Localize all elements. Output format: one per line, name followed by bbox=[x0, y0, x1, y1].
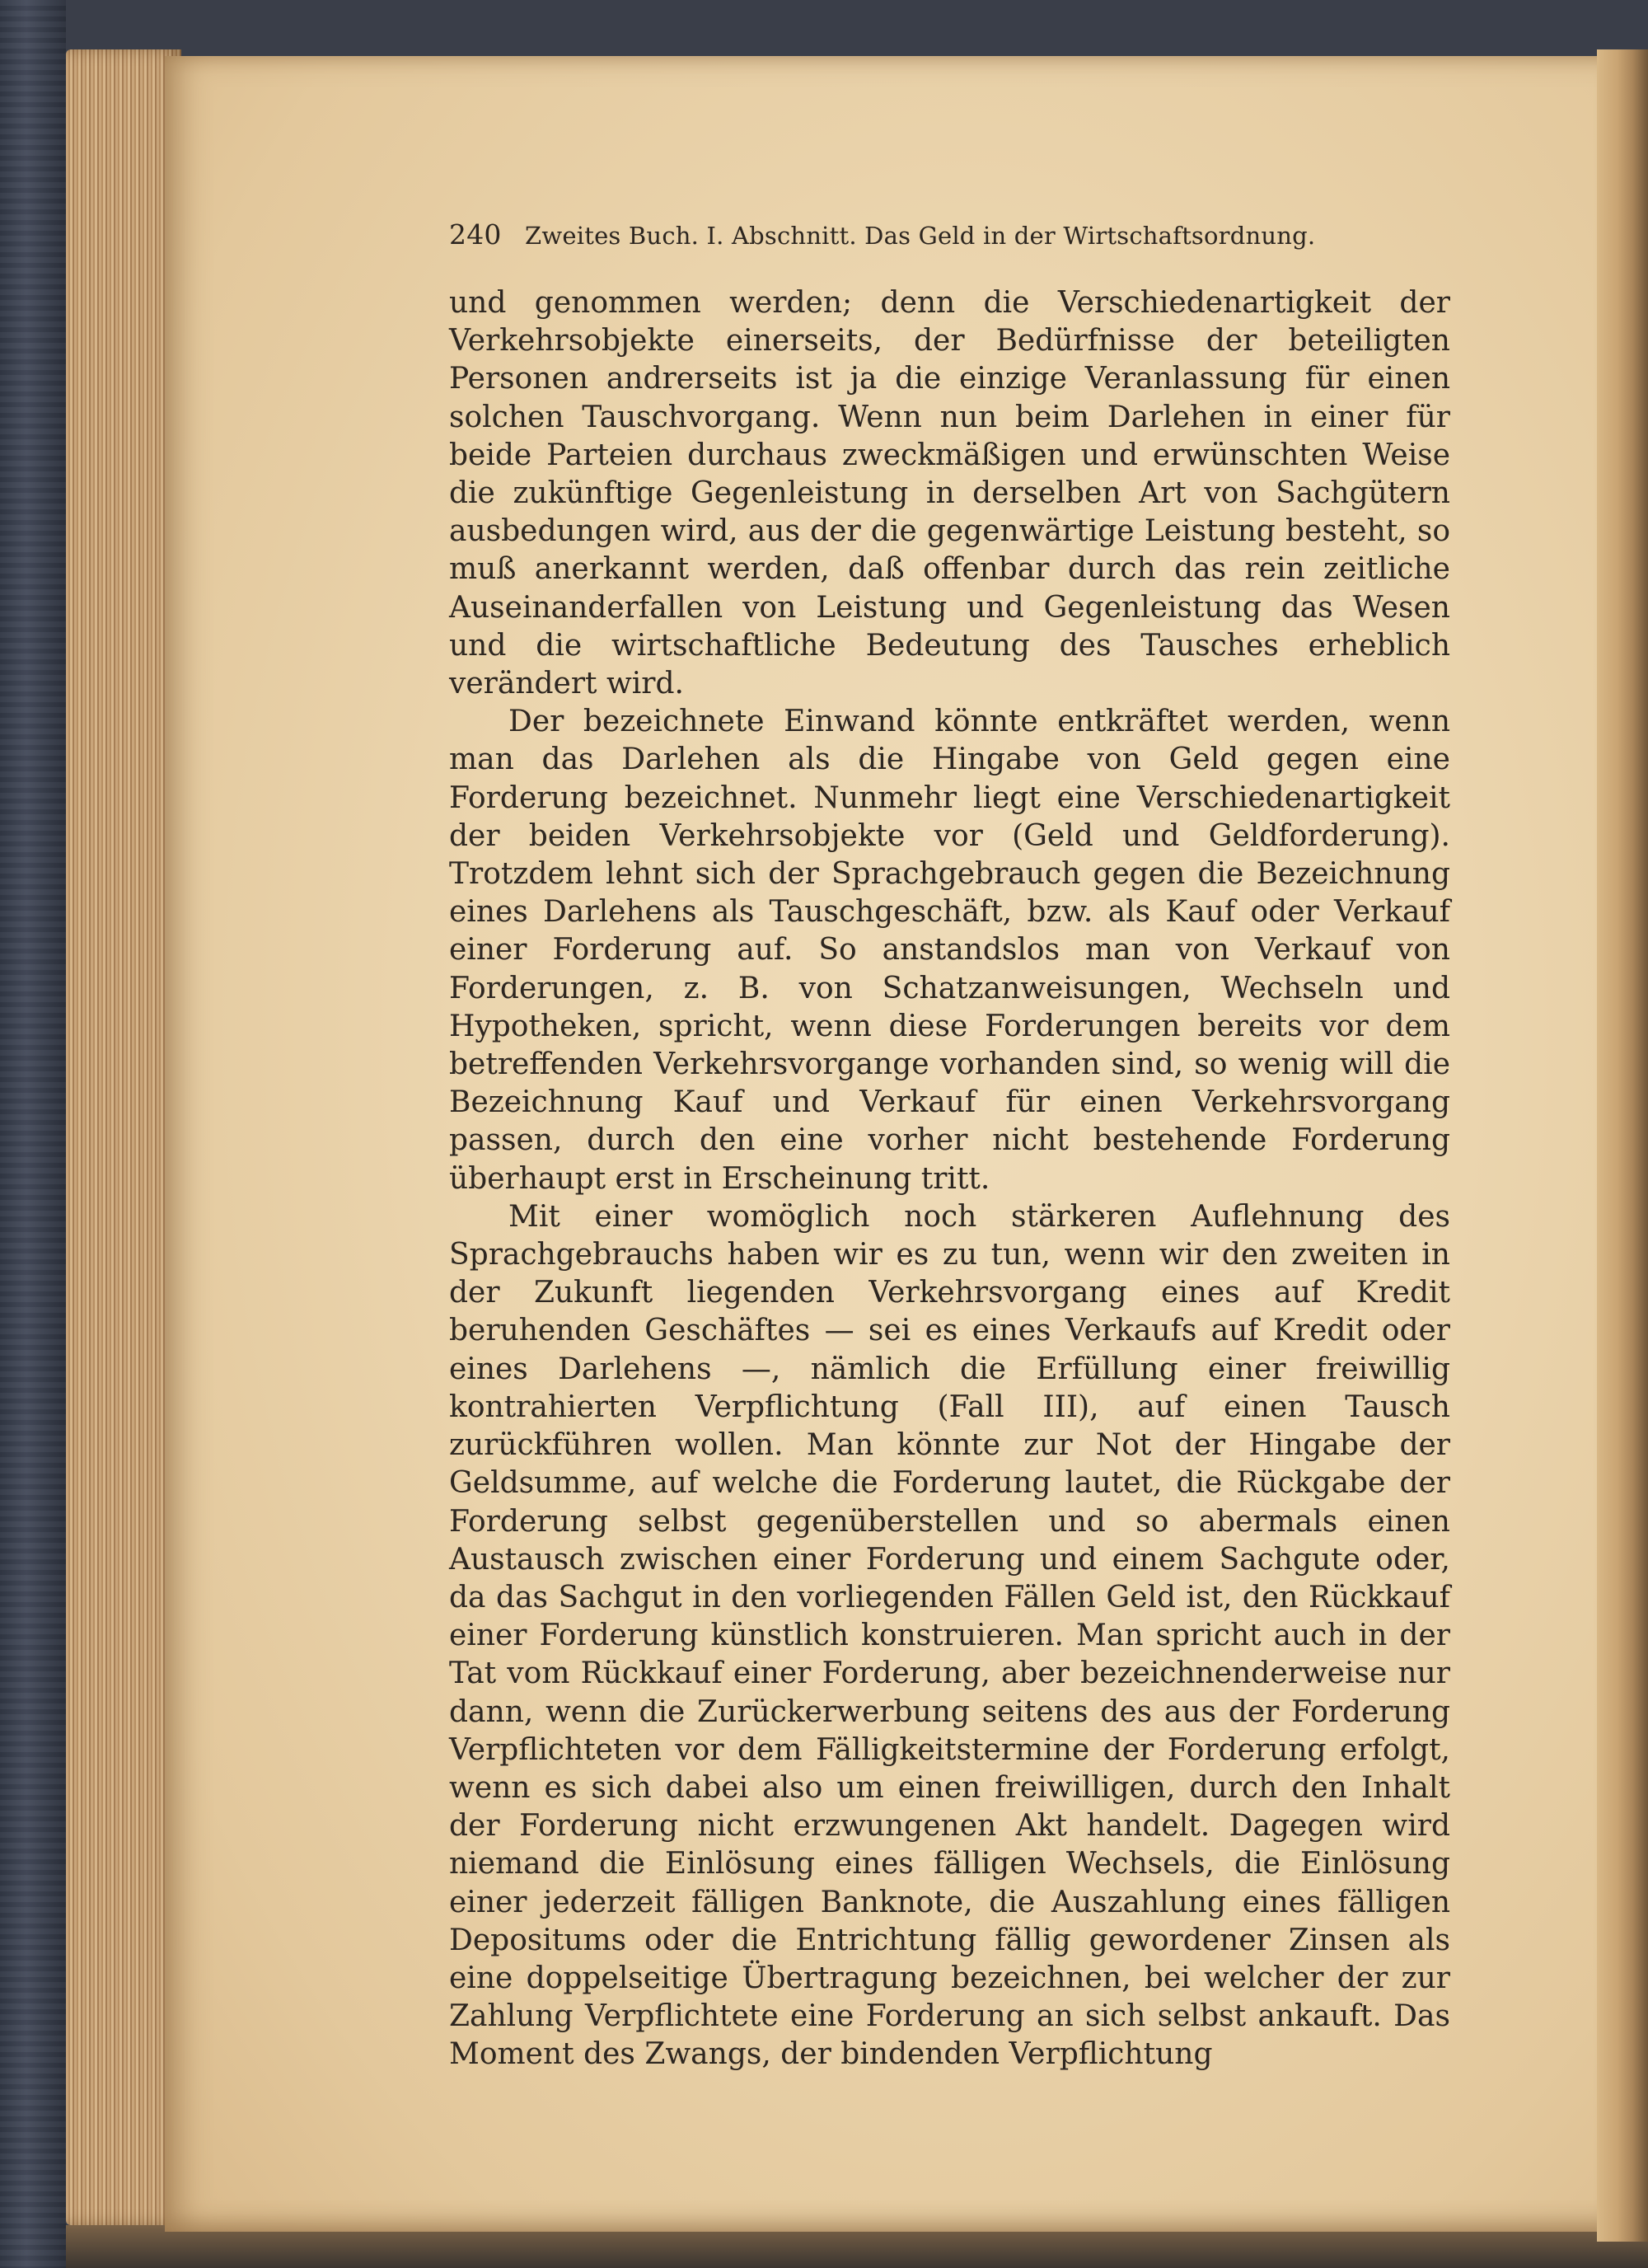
paragraph: Der bezeichnete Einwand könnte entkräftet werden, wenn man das Darlehen als die Hingabe von Geld gegen eine Forderung bezeichnet. Nunmehr liegt eine Verschiedenartigkeit der beiden Verkehrsobjekte vor (Geld und Geldforderung). Trotzdem lehnt sich der Sprachgebrauch gegen die Bezeichnung eines Darlehens als Tauschgeschäft, bzw. als Kauf oder Verkauf einer Forderung auf. So anstandslos man von Verkauf von Forderungen, z. B. von Schatzanweisungen, Wechseln und Hypotheken, spricht, wenn diese Forderungen bereits vor dem betreffenden Verkehrsvorgange vorhanden sind, so wenig will die Bezeichnung Kauf und Verkauf für einen Verkehrsvorgang passen, durch den eine vorher nicht bestehende Forderung überhaupt erst in Erscheinung tritt. bbox=[449, 705, 1450, 1196]
page-right-edge bbox=[1597, 49, 1648, 2242]
running-head bbox=[449, 218, 1450, 260]
running-head-title: Zweites Buch. I. Abschnitt. Das Geld in der Wirtschaftsordnung. bbox=[525, 222, 1316, 250]
body-text bbox=[449, 284, 1450, 2074]
page-text-block bbox=[449, 218, 1450, 2074]
paragraph: Mit einer womöglich noch stärkeren Auflehnung des Sprachgebrauchs haben wir es zu tun, wenn wir den zweiten in der Zukunft liegenden Verkehrsvorgang eines auf Kredit beruhenden Geschäftes — sei es eines Verkaufs auf Kredit oder eines Darlehens —, nämlich die Erfüllung einer freiwillig kontrahierten Verpflichtung (Fall III), auf einen Tausch zurückführen wollen. Man könnte zur Not der Hingabe der Geldsumme, auf welche die Forderung lautet, die Rückgabe der Forderung selbst gegenüberstellen und so abermals einen Austausch zwischen einer Forderung und einem Sachgute oder, da das Sachgut in den vorliegenden Fällen Geld ist, den Rückkauf einer Forderung künstlich konstruieren. Man spricht auch in der Tat vom Rückkauf einer Forderung, aber bezeichnenderweise nur dann, wenn die Zurückerwerbung seitens des aus der Forderung Verpflichteten vor dem Fälligkeitstermine der Forderung erfolgt, wenn es sich dabei also um einen freiwilligen, durch den Inhalt der Forderung nicht erzwungenen Akt handelt. Dagegen wird niemand die Einlösung eines fälligen Wechsels, die Einlösung einer jederzeit fälligen Banknote, die Auszahlung eines fälligen Depositums oder die Entrichtung fällig gewordener Zinsen als eine doppelseitige Übertragung bezeichnen, bei welcher der zur Zahlung Verpflichtete eine Forderung an sich selbst ankauft. Das Moment des Zwangs, der bindenden Verpflichtung bbox=[449, 1199, 1450, 2072]
page-stack-edge bbox=[66, 49, 181, 2225]
page-number: 240 bbox=[449, 218, 502, 251]
book-cover-edge bbox=[0, 0, 66, 2268]
paragraph-continuation: und genommen werden; denn die Verschiedenartigkeit der Verkehrsobjekte einerseits, der Bedürfnisse der beteiligten Personen andrerseits ist ja die einzige Veranlassung für einen solchen Tauschvorgang. Wenn nun beim Darlehen in einer für beide Parteien durchaus zweckmäßigen und erwünschten Weise die zukünftige Gegenleistung in derselben Art von Sachgütern ausbedungen wird, aus der die gegenwärtige Leistung besteht, so muß anerkannt werden, daß offenbar durch das rein zeitliche Auseinanderfallen von Leistung und Gegenleistung das Wesen und die wirtschaftliche Bedeutung des Tausches erheblich verändert wird. bbox=[449, 286, 1450, 701]
